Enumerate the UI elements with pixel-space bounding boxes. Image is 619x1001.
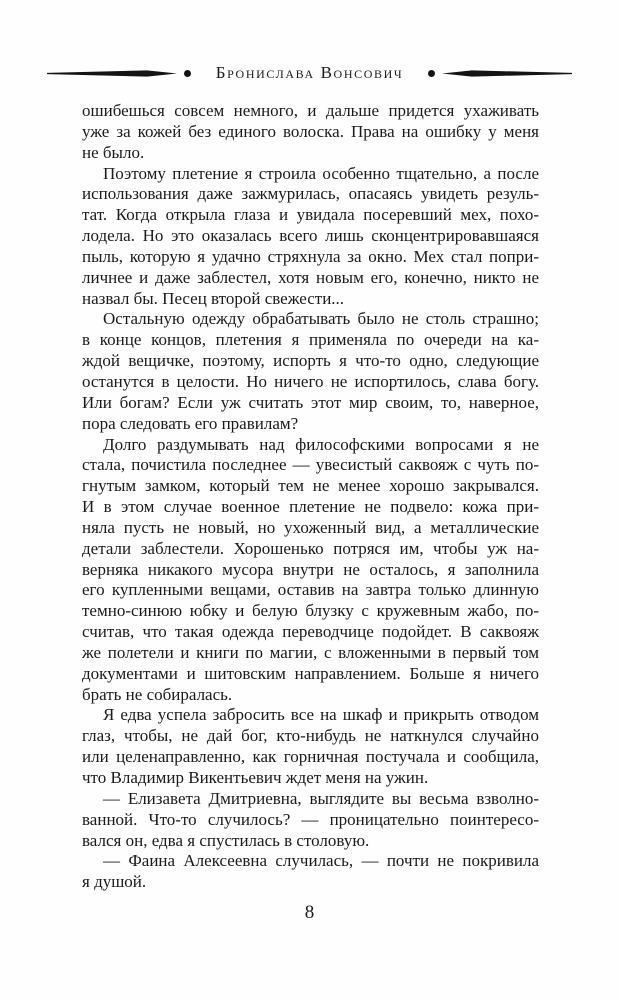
text-line: Или богам? Если уж считать этот мир своим, то, наверное, <box>82 392 539 412</box>
text-line: пыль, которую я удачно стряхнула за окно. Мех стал попри- <box>82 246 539 266</box>
text-line: тат. Когда открыла глаза и увидала посеревший мех, похо- <box>82 205 539 225</box>
text-line: в конце концов, плетения я применяла по очереди на ка- <box>82 330 539 350</box>
tapered-rule-right-point-icon <box>47 69 177 78</box>
text-line: няла пусть не новый, но ухоженный вид, а металлические <box>82 517 539 537</box>
text-line: что Владимир Викентьевич ждет меня на ужин. <box>82 768 429 787</box>
paragraph <box>82 164 539 310</box>
paragraph <box>82 435 539 706</box>
text-line: верняка никакого мусора внутри не осталось, я заполнила <box>82 559 539 579</box>
text-line: гнутым замком, который тем не менее хорошо закрывался. <box>82 476 539 496</box>
text-line: останутся в целости. Но ничего не испортилось, слава богу. <box>82 371 539 391</box>
tapered-rule-left-point-icon <box>442 69 572 78</box>
text-line: же полетели и книги по магии, с вложенными в первый том <box>82 642 539 662</box>
text-line: уже за кожей без единого волоска. Права на ошибку у меня <box>82 121 539 141</box>
text-line: брать не собиралась. <box>82 684 233 704</box>
text-line: документами и шитовским направлением. Больше я ничего <box>82 663 539 683</box>
paragraph <box>82 705 539 788</box>
text-line: назвал бы. Песец второй свежести... <box>82 288 345 308</box>
text-line: темно-синюю юбку и белую блузку с кружевным жабо, по- <box>82 601 539 621</box>
body-text <box>82 101 539 893</box>
text-line: ошибешься совсем немного, и дальше придется ухаживать <box>82 101 539 120</box>
text-line: я душой. <box>82 872 147 892</box>
text-line: детали заблестели. Хорошенько потряся им, чтобы уж на- <box>82 538 539 558</box>
running-head-author: Бронислава Вонсович <box>215 63 404 82</box>
paragraph <box>82 309 539 434</box>
text-line: использования даже зажмурилась, опасаясь увидеть резуль- <box>82 184 539 204</box>
text-line: глаз, чтобы, не дай бог, кто-нибудь не наткнулся случайно <box>82 726 539 746</box>
text-line: считав, что такая одежда переводчице подойдет. В саквояж <box>82 622 539 642</box>
text-line: — Елизавета Дмитриевна, выглядите вы весьма взволно- <box>103 788 539 808</box>
text-line: не было. <box>82 142 145 162</box>
text-line: Остальную одежду обрабатывать было не столь страшно; <box>103 309 539 329</box>
text-line: Поэтому плетение я строила особенно тщательно, а после <box>103 163 539 183</box>
text-line: его купленными вещами, оставив на завтра только длинную <box>82 580 539 600</box>
text-line: Я едва успела забросить все на шкаф и прикрыть отводом <box>103 705 539 725</box>
text-line: Долго раздумывать над философскими вопросами я не <box>103 434 539 454</box>
bullet-dot-icon <box>428 70 435 77</box>
paragraph <box>82 101 539 164</box>
bullet-dot-icon <box>184 70 191 77</box>
text-line: ждой вещичке, поэтому, испорть я что-то одно, следующие <box>82 351 539 371</box>
text-line: личнее и даже заблестел, хотя новым его, конечно, никто не <box>82 267 539 287</box>
text-line: И в этом случае военное плетение не подвело: кожа при- <box>82 497 539 517</box>
text-line: стала, почистила последнее — увесистый саквояж с чуть по- <box>82 455 539 475</box>
page-number: 8 <box>304 902 315 923</box>
text-line: вался он, едва я спустилась в столовую. <box>82 830 370 850</box>
text-line: пора следовать его правилам? <box>82 413 299 433</box>
running-head <box>0 62 619 84</box>
paragraph <box>82 851 539 893</box>
text-line: лодела. Но это оказалась всего лишь сконцентрировавшаяся <box>82 226 539 246</box>
text-line: ванной. Что-то случилось? — проницательно поинтересо- <box>82 809 539 829</box>
paragraph <box>82 789 539 852</box>
text-line: — Фаина Алексеевна случилась, — почти не покривила <box>103 851 539 871</box>
text-line: или целенаправленно, как горничная постучала и сообщила, <box>82 747 539 767</box>
